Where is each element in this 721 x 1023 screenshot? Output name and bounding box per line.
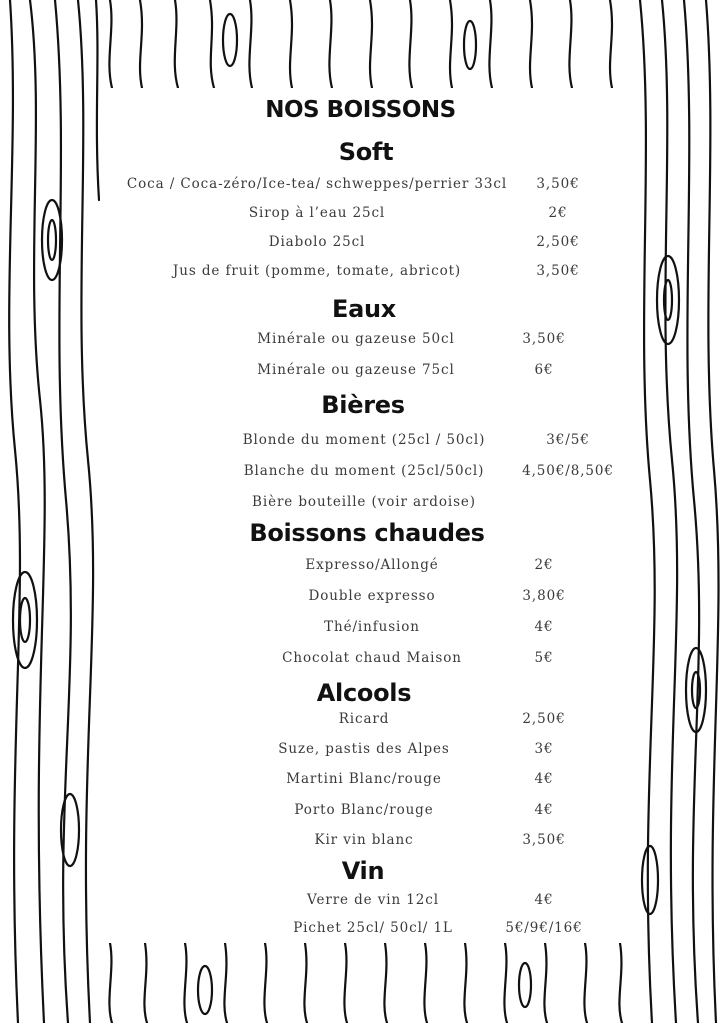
menu-item-price: 3€ [534, 741, 554, 757]
section-title-soft: Soft [338, 138, 394, 166]
menu-item-name: Suze, pastis des Alpes [278, 741, 450, 757]
menu-item-price: 5€ [534, 650, 554, 666]
menu-item-name: Coca / Coca-zéro/Ice-tea/ schweppes/perrier 33cl [126, 176, 508, 192]
menu-item-name: Blonde du moment (25cl / 50cl) [242, 432, 486, 448]
menu-title: NOS BOISSONS [265, 97, 456, 123]
menu-item-price: 3,50€ [522, 331, 566, 347]
menu-item-name: Kir vin blanc [314, 832, 414, 848]
menu-item-name: Blanche du moment (25cl/50cl) [243, 463, 485, 479]
menu-item-price: 6€ [534, 362, 554, 378]
menu-item-name: Jus de fruit (pomme, tomate, abricot) [172, 263, 462, 279]
menu-item-price: 2€ [548, 205, 568, 221]
menu-item-name: Thé/infusion [324, 619, 420, 635]
menu-item-price: 3,80€ [522, 588, 566, 604]
menu-item-name: Porto Blanc/rouge [294, 802, 434, 818]
menu-item-name: Sirop à l’eau 25cl [248, 205, 386, 221]
menu-item-price: 3,50€ [536, 176, 580, 192]
menu-item-price: 3,50€ [536, 263, 580, 279]
menu-item-name: Chocolat chaud Maison [282, 650, 462, 666]
menu-item-price: 2€ [534, 557, 554, 573]
menu-item-name: Minérale ou gazeuse 75cl [257, 362, 455, 378]
menu-item-price: 4€ [534, 892, 554, 908]
section-title-alcools: Alcools [316, 679, 412, 707]
menu-item-name: Expresso/Allongé [305, 557, 439, 573]
menu-item-price: 5€/9€/16€ [505, 920, 583, 936]
menu-item-name: Diabolo 25cl [268, 234, 366, 250]
menu-item-price: 4€ [534, 802, 554, 818]
menu-item-price: 4€ [534, 619, 554, 635]
menu-item-name: Martini Blanc/rouge [286, 771, 442, 787]
menu-item-name: Pichet 25cl/ 50cl/ 1L [293, 920, 453, 936]
menu-item-price: 2,50€ [536, 234, 580, 250]
menu-item-name: Bière bouteille (voir ardoise) [252, 494, 476, 510]
menu-item-price: 4,50€/8,50€ [522, 463, 614, 479]
menu-item-name: Verre de vin 12cl [307, 892, 439, 908]
section-title-boissons-chaudes: Boissons chaudes [249, 519, 485, 547]
section-title-vin: Vin [341, 857, 385, 885]
menu-item-name: Double expresso [308, 588, 436, 604]
menu-item-name: Minérale ou gazeuse 50cl [257, 331, 455, 347]
section-title-eaux: Eaux [332, 295, 396, 323]
menu-item-price: 3€/5€ [546, 432, 590, 448]
menu-item-price: 4€ [534, 771, 554, 787]
menu-item-name: Ricard [338, 711, 390, 727]
section-title-bi-res: Bières [321, 391, 405, 419]
menu-item-price: 2,50€ [522, 711, 566, 727]
menu-item-price: 3,50€ [522, 832, 566, 848]
